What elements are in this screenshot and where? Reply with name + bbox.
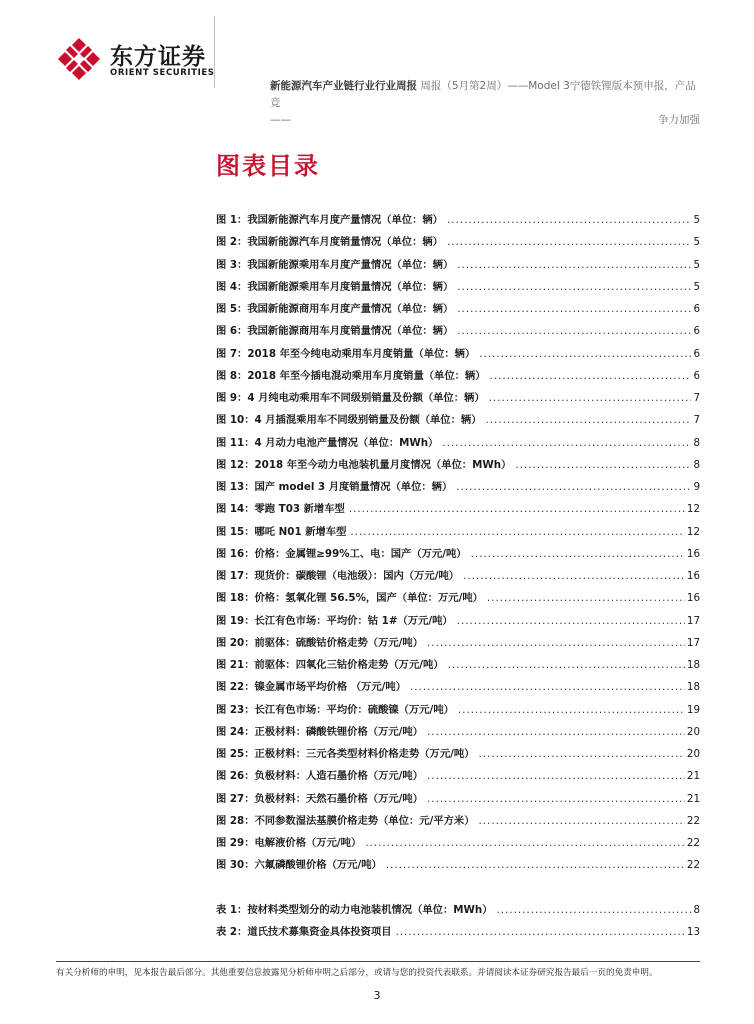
figure-entry-label: 图 28：不同参数湿法基膜价格走势（单位：元/平方米） [216,814,475,827]
figure-entry-page-number: 21 [686,770,700,783]
header-divider [214,16,215,88]
figure-entry-page-number: 8 [693,458,700,471]
dot-leader [486,414,692,426]
brand-name-en: ORIENT SECURITIES [110,68,215,78]
figure-entry-label: 图 10：4 月插混乘用车不同级别销量及份额（单位：辆） [216,414,482,427]
figure-entry-page-number: 22 [686,837,700,849]
figure-entry-page-number: 18 [686,681,700,694]
figure-entry[interactable] [216,300,700,322]
figure-entry-page-number: 5 [693,236,700,249]
dot-leader [456,481,691,493]
dot-leader [427,726,685,738]
dot-leader [427,637,685,649]
table-entry-label: 表 2：道氏技术募集资金具体投资项目 [216,926,392,939]
figure-entry-page-number: 6 [693,325,700,338]
figure-entry-page-number: 16 [686,547,700,560]
figure-entry-label: 图 24：正极材料：磷酸铁锂价格（万元/吨） [216,725,424,738]
figure-entry-page-number: 9 [693,481,700,493]
figure-entry[interactable] [216,612,700,634]
figure-entry-label: 图 12：2018 年至今动力电池装机量月度情况（单位：MWh） [216,458,512,471]
dot-leader [427,770,685,782]
dot-leader [457,615,685,627]
figure-entry-label: 图 22：镍金属市场平均价格 （万元/吨） [216,681,407,694]
figure-entry-label: 图 7：2018 年至今纯电动乘用车月度销量（单位：辆） [216,347,476,360]
orient-securities-logo-icon [56,36,102,82]
figure-entry-page-number: 22 [686,814,700,827]
figure-entry-page-number: 17 [686,636,700,649]
company-logo [56,36,256,86]
report-subtitle-tail: 争力加强 [658,114,700,126]
figure-list [216,211,700,879]
figure-entry[interactable] [216,211,700,233]
figure-entry-page-number: 5 [693,258,700,271]
footer-divider [56,961,700,962]
table-list [216,901,700,946]
dot-leader [490,370,692,382]
figure-entry-page-number: 12 [686,525,700,538]
figure-entry[interactable] [216,767,700,789]
figure-entry-label: 图 3：我国新能源乘用车月度产量情况（单位：辆） [216,258,454,271]
figure-entry[interactable] [216,411,700,433]
table-entry[interactable] [216,901,700,923]
figure-entry[interactable] [216,701,700,723]
dot-leader [349,503,685,515]
figure-entry-page-number: 6 [693,369,700,382]
figure-entry-label: 图 8：2018 年至今插电混动乘用车月度销量（单位：辆） [216,369,486,382]
figure-entry-label: 图 9：4 月纯电动乘用车不同级别销量及份额（单位：辆） [216,392,485,404]
dot-leader [410,681,685,693]
figure-entry-page-number: 20 [686,725,700,738]
figure-entry-label: 图 14：零跑 T03 新增车型 [216,503,345,516]
dot-leader [457,303,691,315]
figure-entry-label: 图 26：负极材料：人造石墨价格（万元/吨） [216,770,424,783]
figure-entry-label: 图 30：六氟磷酸锂价格（万元/吨） [216,859,382,872]
dot-leader [457,325,691,337]
figure-entry-page-number: 8 [693,436,700,449]
table-entry-page-number: 13 [686,926,700,939]
dot-leader [515,459,691,471]
dot-leader [489,392,692,404]
figure-entry[interactable] [216,545,700,567]
figure-entry[interactable] [216,523,700,545]
figure-entry-page-number: 18 [686,659,700,671]
figure-entry[interactable] [216,634,700,656]
figure-entry[interactable] [216,322,700,344]
figure-entry-label: 图 4：我国新能源乘用车月度销量情况（单位：辆） [216,280,454,293]
dot-leader [442,437,691,449]
figure-entry-label: 图 11：4 月动力电池产量情况（单位：MWh） [216,436,439,449]
figure-entry[interactable] [216,790,700,812]
figure-entry-label: 图 17：现货价：碳酸锂（电池级）：国内（万元/吨） [216,570,460,582]
figure-entry[interactable] [216,456,700,478]
figure-entry-page-number: 7 [693,414,700,427]
report-subtitle: 周报（5月第2周）——Model 3宁德铁锂版本预申报，产品竞 [270,80,696,109]
figure-entry-page-number: 16 [686,592,700,605]
figure-entry-page-number: 16 [686,570,700,582]
figure-entry[interactable] [216,723,700,745]
section-title: 图表目录 [216,152,320,180]
dot-leader [458,704,685,716]
figure-entry-label: 图 1：我国新能源汽车月度产量情况（单位：辆） [216,214,443,226]
figure-entry-label: 图 20：前驱体：硫酸钴价格走势（万元/吨） [216,636,424,649]
dot-leader [365,837,685,849]
figure-entry-label: 图 25：正极材料：三元各类型材料价格走势（万元/吨） [216,748,475,760]
brand-name-cn: 东方证券 [110,44,206,70]
figure-entry-page-number: 21 [686,792,700,805]
table-entry[interactable] [216,923,700,945]
figure-entry-page-number: 5 [693,280,700,293]
figure-entry-label: 图 27：负极材料：天然石墨价格（万元/吨） [216,792,424,805]
figure-entry-page-number: 20 [686,748,700,760]
figure-entry-page-number: 5 [693,214,700,226]
figure-entry[interactable] [216,278,700,300]
figure-entry[interactable] [216,856,700,878]
dot-leader [471,548,685,560]
figure-entry-label: 图 16：价格：金属锂≥99%工、电：国产（万元/吨） [216,547,467,560]
running-header-line1 [270,78,700,112]
figure-entry-label: 图 15：哪吒 N01 新增车型 [216,525,347,538]
figure-entry-label: 图 21：前驱体：四氧化三钴价格走势（万元/吨） [216,659,444,671]
figure-entry[interactable] [216,478,700,500]
figure-entry-page-number: 17 [686,614,700,627]
figure-entry-label: 图 2：我国新能源汽车月度销量情况（单位：辆） [216,236,443,249]
figure-entry-page-number: 22 [686,859,700,872]
figure-entry-label: 图 13：国产 model 3 月度销量情况（单位：辆） [216,481,453,493]
dot-leader [497,904,692,916]
figure-entry[interactable] [216,589,700,611]
table-entry-page-number: 8 [693,904,700,916]
figure-entry-label: 图 6：我国新能源商用车月度销量情况（单位：辆） [216,325,454,338]
dot-leader [457,259,691,271]
dot-leader [457,281,691,293]
dot-leader [479,815,685,827]
report-subtitle-dash: —— [270,114,291,126]
dot-leader [479,748,685,760]
figure-entry-label: 图 29：电解液价格（万元/吨） [216,837,362,849]
figure-entry-page-number: 19 [686,703,700,716]
report-name: 新能源汽车产业链行业行业周报 [270,80,417,92]
figure-entry[interactable] [216,834,700,856]
dot-leader [427,793,685,805]
figure-entry[interactable] [216,745,700,767]
running-header [270,78,700,129]
dot-leader [463,570,685,582]
figure-entry[interactable] [216,233,700,255]
dot-leader [396,926,685,938]
figure-entry[interactable] [216,567,700,589]
figure-entry[interactable] [216,434,700,456]
footer-disclaimer: 有关分析师的申明，见本报告最后部分。其他重要信息披露见分析师申明之后部分，或请与您的投资代表联系。并请阅读本证券研究报告最后一页的免责申明。 [56,968,658,978]
figure-entry[interactable] [216,500,700,522]
figure-entry[interactable] [216,367,700,389]
figure-entry-page-number: 12 [686,503,700,516]
dot-leader [386,859,685,871]
figure-entry-label: 图 23：长江有色市场：平均价：硫酸镍（万元/吨） [216,703,454,716]
figure-entry[interactable] [216,345,700,367]
table-entry-label: 表 1：按材料类型划分的动力电池装机情况（单位：MWh） [216,904,493,916]
figure-entry-label: 图 19：长江有色市场：平均价：钴 1#（万元/吨） [216,614,453,627]
figure-entry[interactable] [216,389,700,411]
dot-leader [350,526,684,538]
dot-leader [448,659,685,671]
dot-leader [447,214,691,226]
figure-entry[interactable] [216,256,700,278]
dot-leader [479,348,691,360]
figure-entry-page-number: 6 [693,303,700,315]
figure-entry[interactable] [216,656,700,678]
figure-entry[interactable] [216,812,700,834]
figure-entry-label: 图 18：价格：氢氧化锂 56.5%，国产（单位：万元/吨） [216,592,483,605]
dot-leader [447,236,691,248]
figure-entry-label: 图 5：我国新能源商用车月度产量情况（单位：辆） [216,303,454,315]
figure-entry-page-number: 6 [693,347,700,360]
dot-leader [487,592,685,604]
page-number: 3 [373,989,381,1002]
figure-entry[interactable] [216,678,700,700]
figure-entry-page-number: 7 [693,392,700,404]
running-header-line2 [270,112,700,129]
